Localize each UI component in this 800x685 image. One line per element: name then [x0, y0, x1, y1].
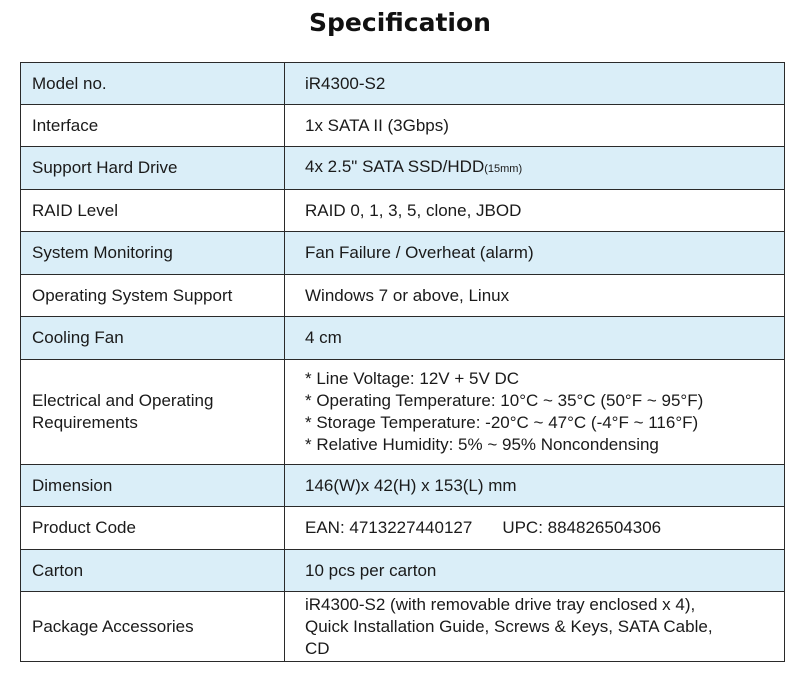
spec-label — [21, 360, 285, 465]
specification-table — [20, 62, 785, 662]
spec-value: 10 pcs per carton — [285, 550, 785, 592]
spec-row-dimension — [21, 465, 785, 507]
spec-label: Model no. — [21, 63, 285, 105]
spec-row-cooling-fan — [21, 317, 785, 360]
spec-row-model — [21, 63, 785, 105]
page-title: Specification — [309, 8, 491, 37]
spec-value: 4 cm — [285, 317, 785, 360]
spec-value-main: 4x 2.5" SATA SSD/HDD — [305, 157, 485, 176]
spec-row-accessories — [21, 592, 785, 662]
spec-value — [285, 360, 785, 465]
spec-label: Product Code — [21, 507, 285, 550]
spec-value: Windows 7 or above, Linux — [285, 275, 785, 317]
spec-value-line: * Relative Humidity: 5% ~ 95% Noncondensing — [305, 435, 659, 454]
spec-row-carton — [21, 550, 785, 592]
spec-value-line: * Operating Temperature: 10°C ~ 35°C (50°F ~ 95°F) — [305, 391, 704, 410]
spec-value-line: * Line Voltage: 12V + 5V DC — [305, 369, 520, 388]
spec-label: Support Hard Drive — [21, 147, 285, 190]
spec-value-note: (15mm) — [484, 163, 523, 175]
spec-label-line: Requirements — [32, 413, 138, 432]
spec-value: iR4300-S2 — [285, 63, 785, 105]
spec-label: Package Accessories — [21, 592, 285, 662]
spec-row-electrical — [21, 360, 785, 465]
spec-row-raid — [21, 190, 785, 232]
spec-row-monitoring — [21, 232, 785, 275]
spec-row-product-code — [21, 507, 785, 550]
spec-label: Cooling Fan — [21, 317, 285, 360]
spec-label: Operating System Support — [21, 275, 285, 317]
spec-value: 1x SATA II (3Gbps) — [285, 105, 785, 147]
ean-code: EAN: 4713227440127 — [305, 518, 473, 537]
spec-value: 146(W)x 42(H) x 153(L) mm — [285, 465, 785, 507]
spec-row-interface — [21, 105, 785, 147]
spec-label: Carton — [21, 550, 285, 592]
upc-code: UPC: 884826504306 — [502, 518, 662, 537]
spec-value — [285, 147, 785, 190]
spec-value: Fan Failure / Overheat (alarm) — [285, 232, 785, 275]
spec-value-line: * Storage Temperature: -20°C ~ 47°C (-4°F ~ 116°F) — [305, 413, 699, 432]
spec-label: Interface — [21, 105, 285, 147]
spec-value: RAID 0, 1, 3, 5, clone, JBOD — [285, 190, 785, 232]
spec-label-line: Electrical and Operating — [32, 391, 214, 410]
spec-value-line: iR4300-S2 (with removable drive tray enclosed x 4), — [305, 594, 696, 614]
spec-row-os-support — [21, 275, 785, 317]
spec-value — [285, 592, 785, 662]
spec-value-line: CD — [305, 638, 330, 658]
spec-label: Dimension — [21, 465, 285, 507]
spec-value-line: Quick Installation Guide, Screws & Keys, SATA Cable, — [305, 616, 713, 636]
spec-value — [285, 507, 785, 550]
spec-label: RAID Level — [21, 190, 285, 232]
spec-label: System Monitoring — [21, 232, 285, 275]
spec-row-hard-drive — [21, 147, 785, 190]
